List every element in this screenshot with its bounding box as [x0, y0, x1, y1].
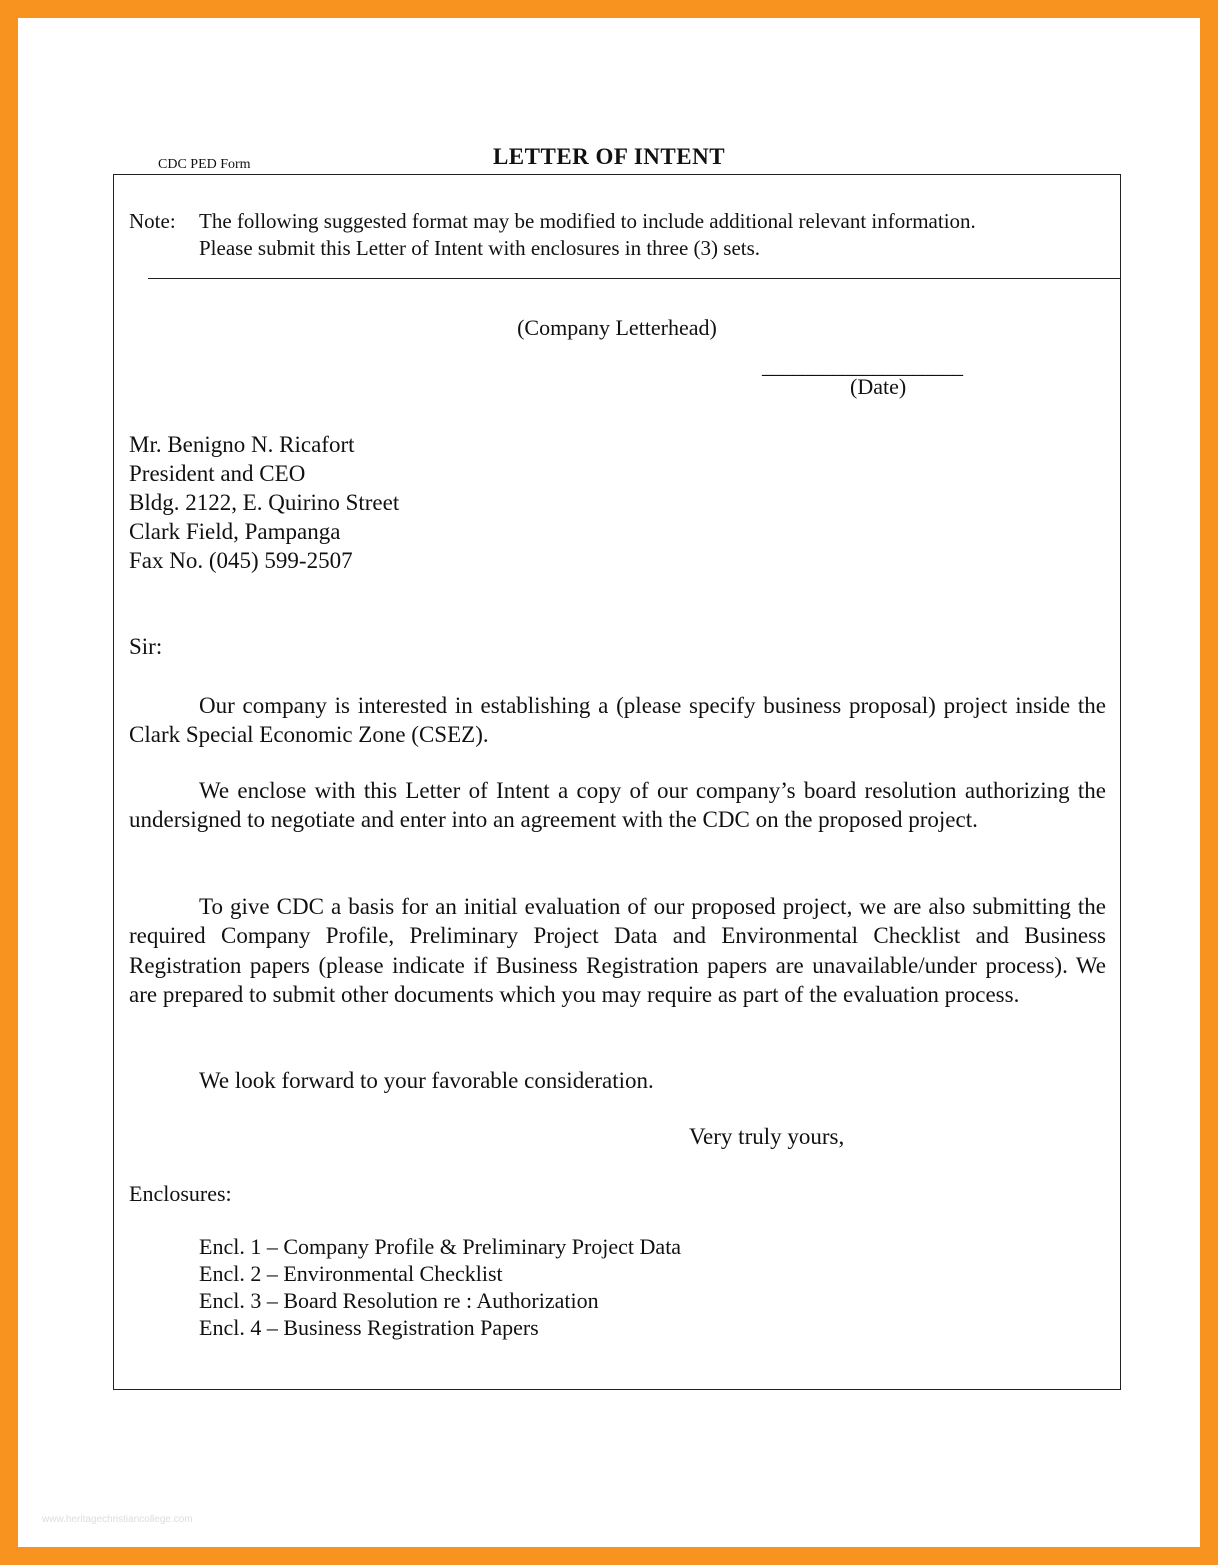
date-label: (Date) [850, 374, 907, 399]
note-divider [148, 278, 1120, 279]
note-label: Note: [129, 209, 176, 233]
enclosure-item: Encl. 2 – Environmental Checklist [199, 1261, 503, 1286]
note-text [199, 208, 1099, 262]
body-paragraph: We look forward to your favorable consideration. [199, 1068, 654, 1093]
enclosures-label: Enclosures: [129, 1181, 232, 1206]
form-label: CDC PED Form [158, 157, 251, 172]
enclosures-list [199, 1233, 681, 1341]
enclosure-item: Encl. 3 – Board Resolution re : Authorization [199, 1288, 599, 1313]
document-title: LETTER OF INTENT [492, 144, 726, 169]
note-line: The following suggested format may be modified to include additional relevant information. [199, 209, 976, 233]
address-line: President and CEO [129, 461, 306, 486]
document-page [18, 18, 1200, 1547]
letter-form-box [113, 174, 1121, 1390]
address-line: Clark Field, Pampanga [129, 519, 341, 544]
address-line: Bldg. 2122, E. Quirino Street [129, 490, 400, 515]
salutation: Sir: [129, 634, 163, 659]
enclosure-item: Encl. 1 – Company Profile & Preliminary Project Data [199, 1234, 682, 1259]
closing: Very truly yours, [689, 1124, 845, 1149]
body-paragraph: To give CDC a basis for an initial evaluation of our proposed project, we are also submitting the required Company Profile, Preliminary Project Data and Environmental Checklist and Business Registration papers (please indicate if Business Registration papers are unavailable/under process). We are prepared to submit other documents which you may require as part of the evaluation process. [129, 894, 1106, 1007]
enclosure-item: Encl. 4 – Business Registration Papers [199, 1315, 539, 1340]
watermark: www.heritagechristiancollege.com [42, 1514, 193, 1525]
address-line: Mr. Benigno N. Ricafort [129, 432, 355, 457]
recipient-address [129, 430, 399, 575]
company-letterhead: (Company Letterhead) [517, 315, 717, 340]
note-line: Please submit this Letter of Intent with enclosures in three (3) sets. [199, 236, 761, 260]
body-paragraph: We enclose with this Letter of Intent a copy of our company’s board resolution authorizing the undersigned to negotiate and enter into an agreement with the CDC on the proposed project. [129, 778, 1106, 833]
address-line: Fax No. (045) 599-2507 [129, 548, 353, 573]
date-blank-line: ____________________ [762, 353, 962, 378]
body-paragraph: Our company is interested in establishing a (please specify business proposal) project inside the Clark Special Economic Zone (CSEZ). [129, 693, 1106, 748]
